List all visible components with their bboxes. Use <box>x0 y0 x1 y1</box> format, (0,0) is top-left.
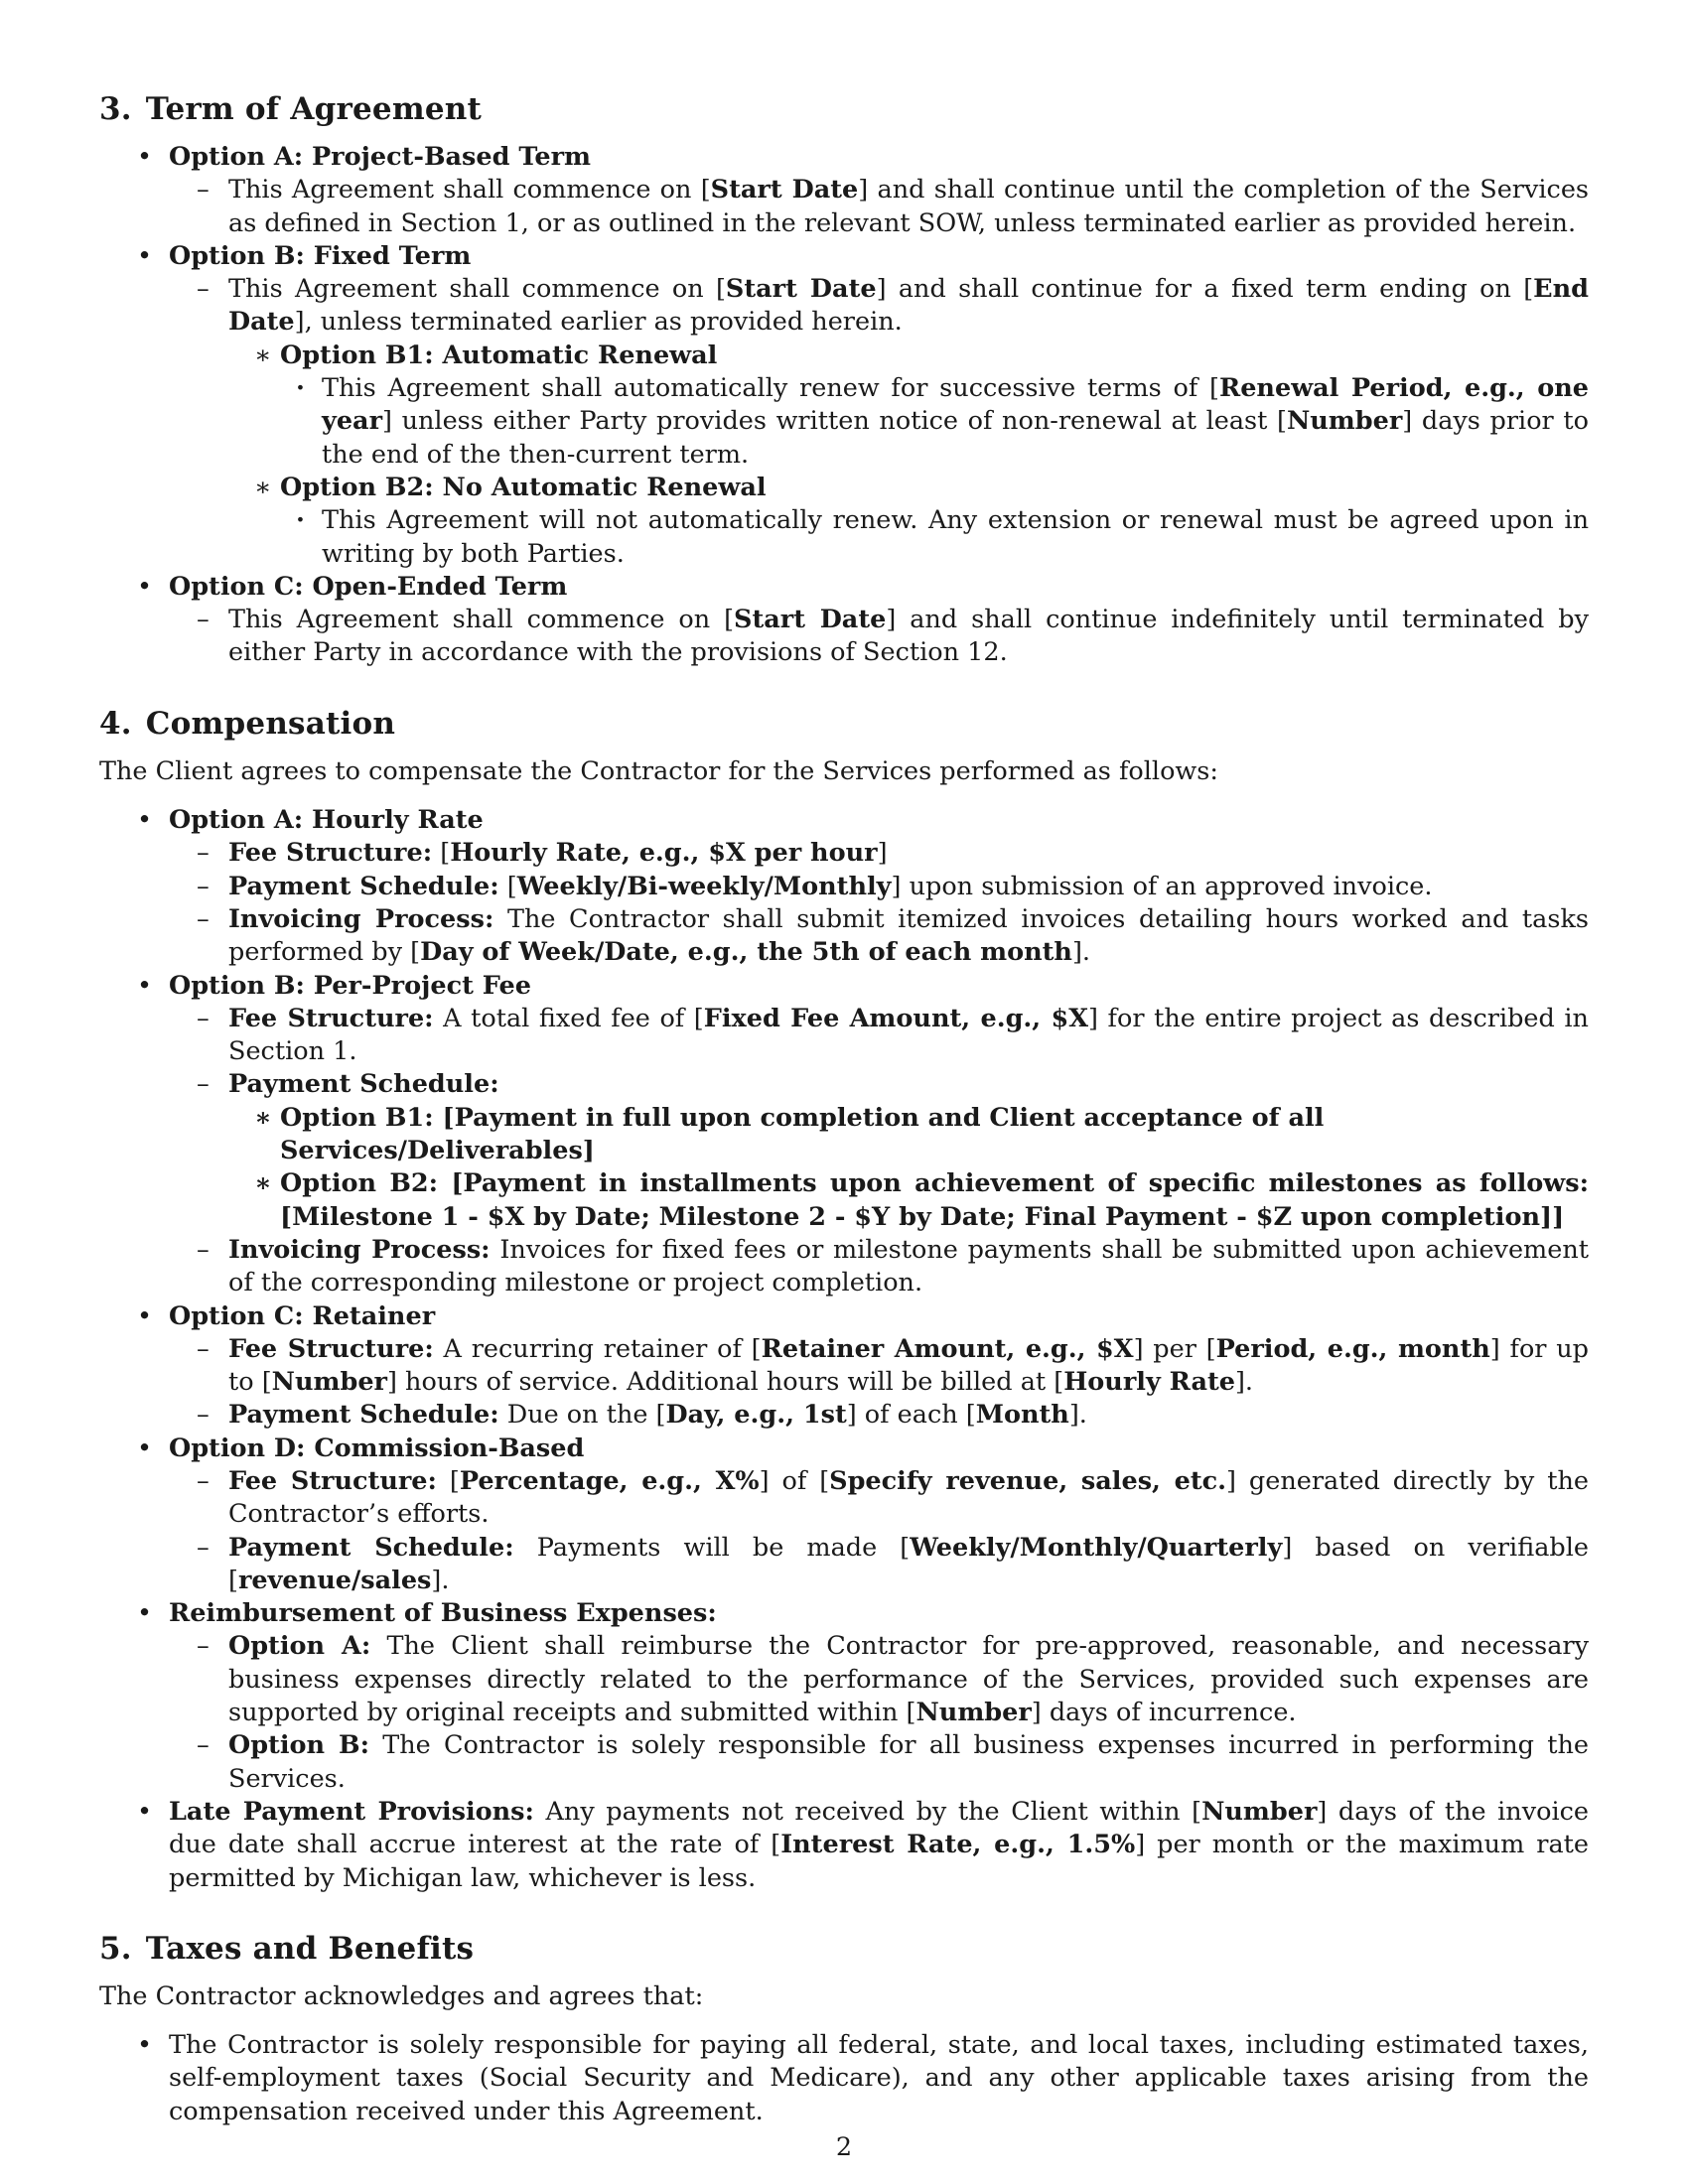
list-item: – This Agreement shall commence on [Start Date] and shall continue indefinitely until terminated by either Party in accordance with the provisions of Section 12. <box>169 604 1589 670</box>
list-item: • Reimbursement of Business Expenses: – Option A: The Client shall reimburse the Contractor for pre-approved, reasonable, and necessary business expenses directly related to the performance of the Services, provided such expenses are supported by original receipts and submitted within [Number] days of incurrence. – Option B: The Contractor is solely responsible for all business expenses incurred in performing the Services. <box>99 1597 1589 1796</box>
list-item: – Payment Schedule: [Weekly/Bi-weekly/Monthly] upon submission of an approved invoice. <box>169 871 1589 903</box>
list-item <box>99 141 1589 240</box>
document-page <box>99 89 1589 2128</box>
list-item: – Payment Schedule: Due on the [Day, e.g., 1st] of each [Month]. <box>169 1399 1589 1432</box>
list-item: • Option B: Per-Project Fee – Fee Structure: A total fixed fee of [Fixed Fee Amount, e.g., $X] for the entire project as described in Section 1. – Payment Schedule: ∗ Option B1: [Payment in full upon completion and Client acceptance of all Services/Deliverables] ∗ Option B2: [Payment in installments upon achievement of specific milestones as follows: [Milestone 1 - $X by Date; Milestone 2 - $Y by Date; Final Payment - $Z upon completion]] – Invoicing Process: Invoices for fixed fees or milestone payments shall be submitted upon achievement of the corresponding milestone or project completion. <box>99 970 1589 1300</box>
list-item: ∗ Option B2: [Payment in installments upon achievement of specific milestones as follows: [Milestone 1 - $X by Date; Milestone 2 - $Y by Date; Final Payment - $Z upon completion]] <box>228 1167 1589 1234</box>
list-item <box>99 571 1589 670</box>
compensation-options-list <box>99 804 1589 1895</box>
list-item: – Invoicing Process: Invoices for fixed fees or milestone payments shall be submitted upon achievement of the corresponding milestone or project completion. <box>169 1234 1589 1300</box>
list-item: • Option C: Retainer – Fee Structure: A recurring retainer of [Retainer Amount, e.g., $X] per [Period, e.g., month] for up to [Number] hours of service. Additional hours will be billed at [Hourly Rate]. – Payment Schedule: Due on the [Day, e.g., 1st] of each [Month]. <box>99 1300 1589 1433</box>
option-label: Option B: Fixed Term <box>169 240 472 271</box>
list-item <box>99 240 1589 571</box>
list-item: – This Agreement shall commence on [Start Date] and shall continue for a fixed term ending on [End Date], unless terminated earlier as provided herein. ∗ Option B1: Automatic Renewal · This Agreement shall automatically renew for successive terms of [Renewal Period, e.g., one year] unless either Party provides written notice of non-renewal at least [Number] days prior to the end of the then-current term. ∗ Option B2: No Automatic Renewal · This Agreement will not automatically renew. Any extension or renewal must be agreed upon in writing by both Parties. <box>169 273 1589 571</box>
taxes-list <box>99 2029 1589 2128</box>
list-item: • Option D: Commission-Based – Fee Structure: [Percentage, e.g., X%] of [Specify revenue, sales, etc.] generated directly by the Contractor’s efforts. – Payment Schedule: Payments will be made [Weekly/Monthly/Quarterly] based on verifiable [revenue/sales]. <box>99 1433 1589 1597</box>
option-label: Option C: Open-Ended Term <box>169 571 568 602</box>
list-item: – Invoicing Process: The Contractor shall submit itemized invoices detailing hours worked and tasks performed by [Day of Week/Date, e.g., the 5th of each month]. <box>169 903 1589 970</box>
list-item: – Fee Structure: A total fixed fee of [Fixed Fee Amount, e.g., $X] for the entire project as described in Section 1. <box>169 1003 1589 1069</box>
section-5-heading: 5. Taxes and Benefits <box>99 1930 475 1967</box>
section-5-intro: The Contractor acknowledges and agrees that: <box>99 1980 704 2011</box>
list-item: – Option A: The Client shall reimburse the Contractor for pre-approved, reasonable, and necessary business expenses directly related to the performance of the Services, provided such expenses are supported by original receipts and submitted within [Number] days of incurrence. <box>169 1630 1589 1729</box>
option-label: Option A: Project-Based Term <box>169 142 592 172</box>
list-item: ∗ Option B1: Automatic Renewal · This Agreement shall automatically renew for successive terms of [Renewal Period, e.g., one year] unless either Party provides written notice of non-renewal at least [Number] days prior to the end of the then-current term. <box>228 340 1589 472</box>
list-item: – This Agreement shall commence on [Start Date] and shall continue until the completion of the Services as defined in Section 1, or as outlined in the relevant SOW, unless terminated earlier as provided herein. <box>169 174 1589 240</box>
list-item: • The Contractor is solely responsible for paying all federal, state, and local taxes, including estimated taxes, self-employment taxes (Social Security and Medicare), and any other applicable taxes arising from the compensation received under this Agreement. <box>99 2029 1589 2128</box>
list-item: – Option B: The Contractor is solely responsible for all business expenses incurred in performing the Services. <box>169 1729 1589 1796</box>
list-item: – Fee Structure: [Hourly Rate, e.g., $X per hour] <box>169 837 1589 870</box>
list-item: · This Agreement shall automatically renew for successive terms of [Renewal Period, e.g., one year] unless either Party provides written notice of non-renewal at least [Number] days prior to the end of the then-current term. <box>280 372 1589 472</box>
list-item: – Payment Schedule: Payments will be made [Weekly/Monthly/Quarterly] based on verifiable [revenue/sales]. <box>169 1532 1589 1598</box>
list-item: • Option A: Hourly Rate – Fee Structure: [Hourly Rate, e.g., $X per hour] – Payment Schedule: [Weekly/Bi-weekly/Monthly] upon submission of an approved invoice. – Invoicing Process: The Contractor shall submit itemized invoices detailing hours worked and tasks performed by [Day of Week/Date, e.g., the 5th of each month]. <box>99 804 1589 969</box>
section-4-intro: The Client agrees to compensate the Contractor for the Services performed as follows: <box>99 755 1218 786</box>
list-item: · This Agreement will not automatically renew. Any extension or renewal must be agreed upon in writing by both Parties. <box>280 504 1589 571</box>
section-3-heading: 3. Term of Agreement <box>99 91 483 127</box>
list-item: – Fee Structure: A recurring retainer of [Retainer Amount, e.g., $X] per [Period, e.g., month] for up to [Number] hours of service. Additional hours will be billed at [Hourly Rate]. <box>169 1333 1589 1400</box>
list-item: ∗ Option B2: No Automatic Renewal · This Agreement will not automatically renew. Any extension or renewal must be agreed upon in writing by both Parties. <box>228 472 1589 571</box>
list-item: – Fee Structure: [Percentage, e.g., X%] of [Specify revenue, sales, etc.] generated directly by the Contractor’s efforts. <box>169 1465 1589 1532</box>
term-options-list <box>99 141 1589 670</box>
list-item: – Payment Schedule: ∗ Option B1: [Payment in full upon completion and Client acceptance of all Services/Deliverables] ∗ Option B2: [Payment in installments upon achievement of specific milestones as follows: [Milestone 1 - $X by Date; Milestone 2 - $Y by Date; Final Payment - $Z upon completion]] <box>169 1068 1589 1233</box>
section-4-heading: 4. Compensation <box>99 705 396 742</box>
list-item: ∗ Option B1: [Payment in full upon completion and Client acceptance of all Services/Deliverables] <box>228 1102 1589 1168</box>
page-number: 2 <box>835 2132 853 2162</box>
list-item: • Late Payment Provisions: Any payments not received by the Client within [Number] days of the invoice due date shall accrue interest at the rate of [Interest Rate, e.g., 1.5%] per month or the maximum rate permitted by Michigan law, whichever is less. <box>99 1796 1589 1895</box>
